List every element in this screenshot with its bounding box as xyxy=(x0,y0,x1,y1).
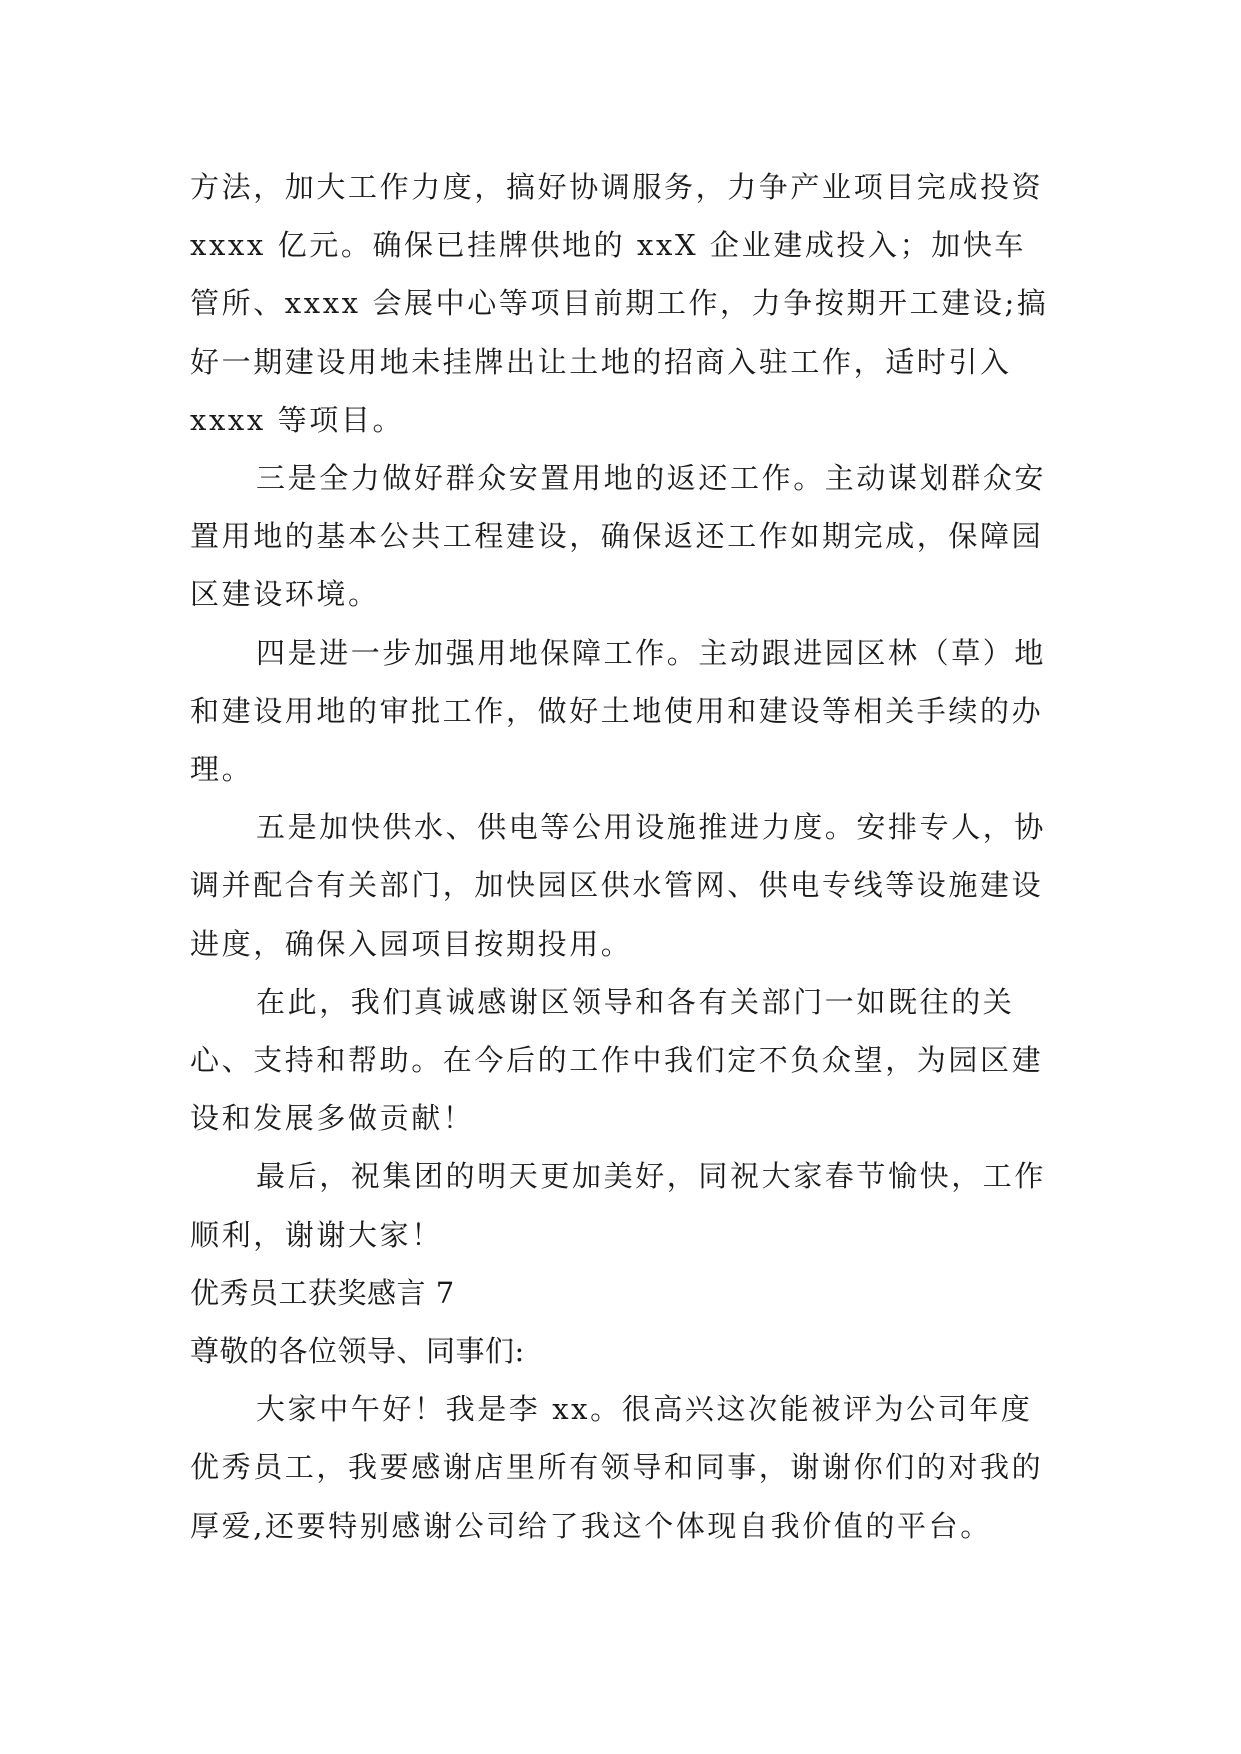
paragraph-closing: 最后，祝集团的明天更加美好，同祝大家春节愉快，工作顺利，谢谢大家！ xyxy=(190,1159,1047,1252)
paragraph-continuation: 方法，加大工作力度，搞好协调服务，力争产业项目完成投资 xxxx 亿元。确保已挂牌供地的 xxX 企业建成投入；加快车管所、xxxx 会展中心等项目前期工作，力争按期开工建设;搞好一期建设用地未挂牌出让土地的招商入驻工作，适时引入 xxxx 等项目。 xyxy=(190,170,1056,437)
paragraph-item-four: 四是进一步加强用地保障工作。主动跟进园区林（草）地和建设用地的审批工作，做好土地使用和建设等相关手续的办理。 xyxy=(190,635,1047,787)
salutation: 尊敬的各位领导、同事们: xyxy=(190,1334,525,1369)
paragraph-item-five: 五是加快供水、供电等公用设施推进力度。安排专人，协调并配合有关部门，加快园区供水管网、供电专线等设施建设进度，确保入园项目按期投用。 xyxy=(190,810,1047,961)
paragraph-item-three: 三是全力做好群众安置用地的返还工作。主动谋划群众安置用地的基本公共工程建设，确保返还工作如期完成，保障园区建设环境。 xyxy=(190,461,1047,612)
document-body xyxy=(190,158,1056,1555)
paragraph-thanks: 在此，我们真诚感谢区领导和各有关部门一如既往的关心、支持和帮助。在今后的工作中我们定不负众望，为园区建设和发展多做贡献！ xyxy=(190,984,1044,1136)
paragraph-speech-opening: 大家中午好！我是李 xx。很高兴这次能被评为公司年度优秀员工，我要感谢店里所有领导和同事，谢谢你们的对我的厚爱,还要特别感谢公司给了我这个体现自我价值的平台。 xyxy=(190,1392,1044,1543)
section-heading: 优秀员工获奖感言 7 xyxy=(190,1275,455,1310)
